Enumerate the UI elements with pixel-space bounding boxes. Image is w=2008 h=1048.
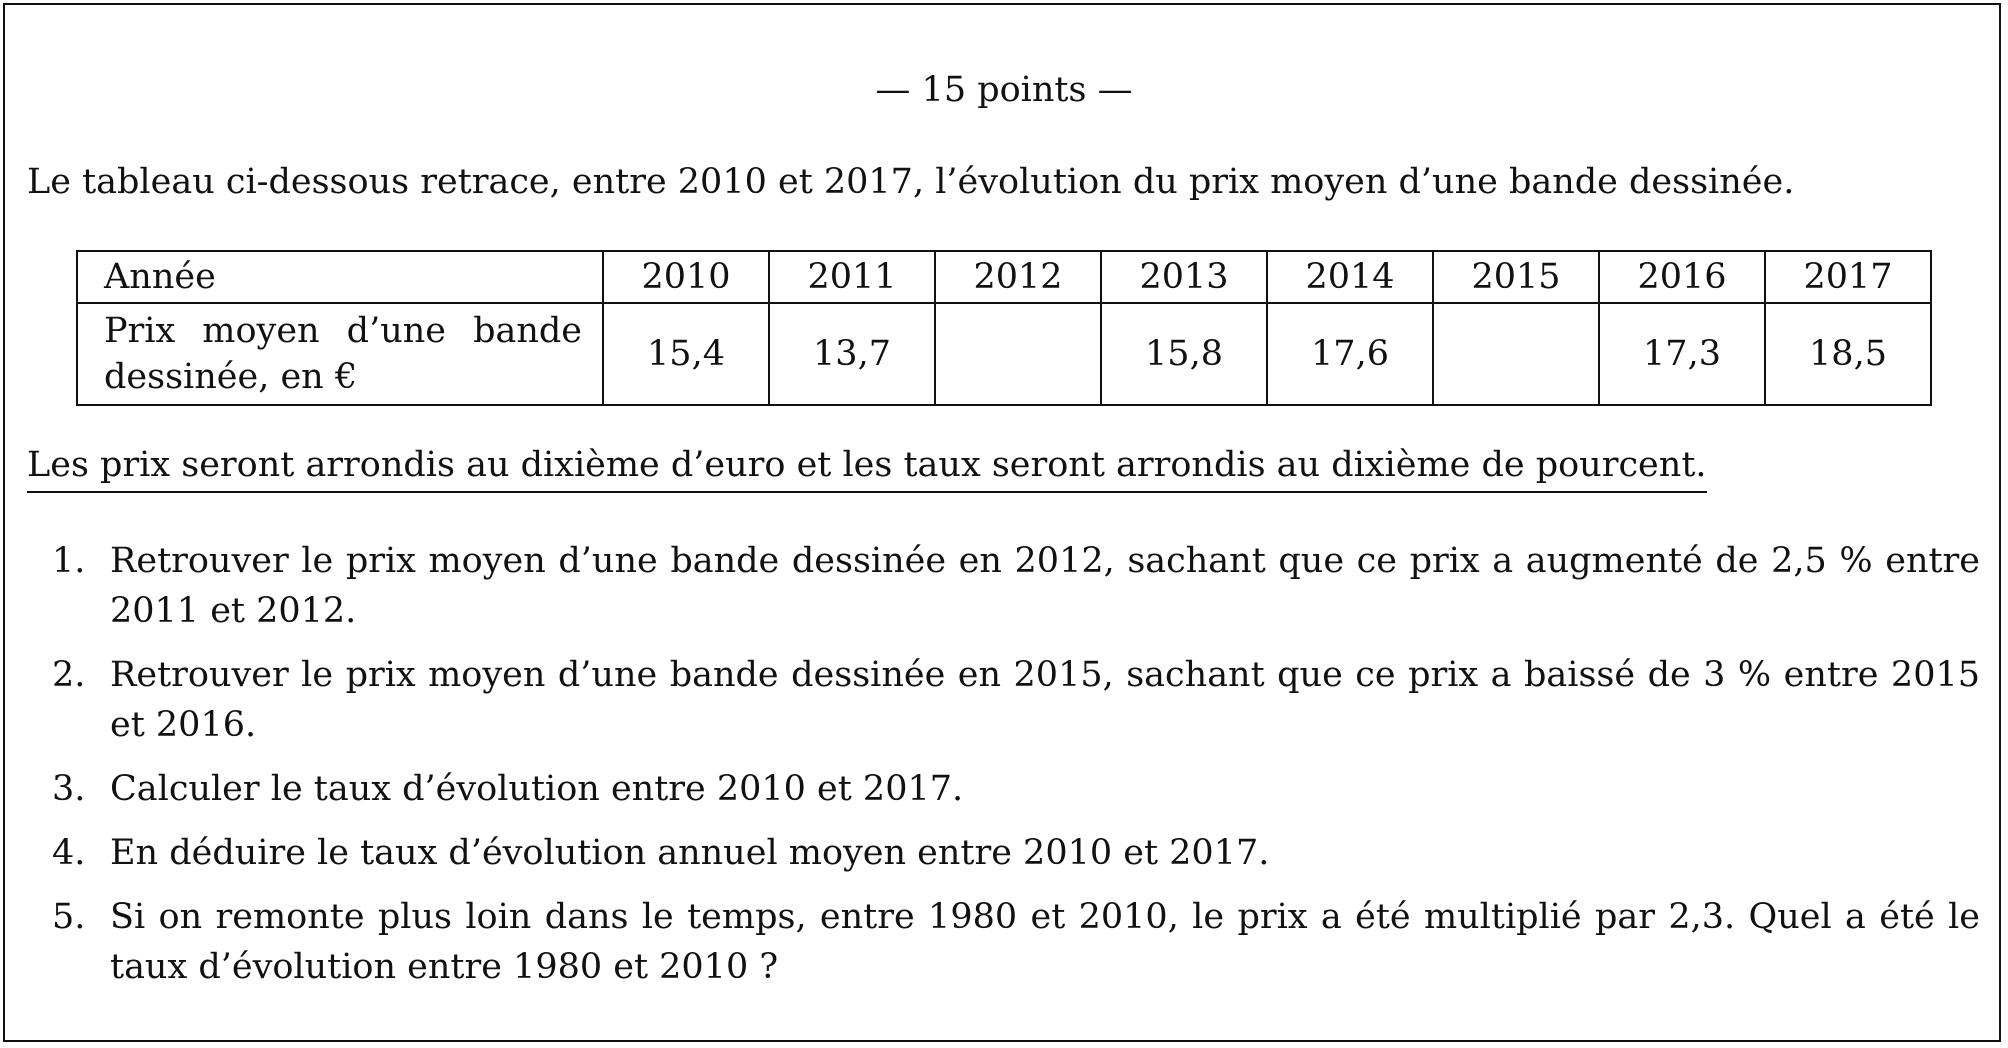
question-text: Retrouver le prix moyen d’une bande dessinée en 2015, sachant que ce prix a baissé de 3 % entre 2015 et 2016.	[110, 655, 1980, 745]
price-table	[76, 250, 1932, 406]
price-cell	[935, 303, 1101, 405]
year-cell: 2014	[1267, 251, 1433, 303]
question-item	[0, 892, 1980, 992]
question-number: 2.	[52, 655, 86, 695]
price-cell: 13,7	[769, 303, 935, 405]
year-cell: 2010	[603, 251, 769, 303]
question-item	[0, 764, 1980, 814]
question-text: Calculer le taux d’évolution entre 2010 et 2017.	[110, 769, 964, 809]
question-number: 3.	[52, 769, 86, 809]
question-number: 4.	[52, 833, 86, 873]
question-list	[0, 536, 1980, 1006]
question-item	[0, 650, 1980, 750]
row-label-year: Année	[77, 251, 603, 303]
price-cell	[1433, 303, 1599, 405]
year-cell: 2017	[1765, 251, 1931, 303]
year-cell: 2016	[1599, 251, 1765, 303]
year-cell: 2015	[1433, 251, 1599, 303]
intro-text: Le tableau ci-dessous retrace, entre 2010 et 2017, l’évolution du prix moyen d’une bande dessinée.	[27, 162, 1795, 202]
year-cell: 2011	[769, 251, 935, 303]
year-cell: 2012	[935, 251, 1101, 303]
question-text: Retrouver le prix moyen d’une bande dessinée en 2012, sachant que ce prix a augmenté de 2,5 % entre 2011 et 2012.	[110, 541, 1980, 631]
row-label-price	[77, 303, 603, 405]
year-cell: 2013	[1101, 251, 1267, 303]
price-cell: 17,3	[1599, 303, 1765, 405]
question-text: Si on remonte plus loin dans le temps, entre 1980 et 2010, le prix a été multiplié par 2,3. Quel a été le taux d’évolution entre 1980 et 2010 ?	[110, 897, 1980, 987]
question-item	[0, 828, 1980, 878]
table-row-prices	[77, 303, 1931, 405]
table-row-years	[77, 251, 1931, 303]
row-label-price-text: Prix moyen d’une bande dessinée, en €	[104, 311, 582, 397]
question-number: 1.	[52, 541, 86, 581]
price-cell: 15,8	[1101, 303, 1267, 405]
price-cell: 18,5	[1765, 303, 1931, 405]
rounding-note: Les prix seront arrondis au dixième d’euro et les taux seront arrondis au dixième de pourcent.	[27, 443, 1707, 493]
price-cell: 17,6	[1267, 303, 1433, 405]
points-header: — 15 points —	[875, 70, 1133, 110]
question-text: En déduire le taux d’évolution annuel moyen entre 2010 et 2017.	[110, 833, 1270, 873]
question-item	[0, 536, 1980, 636]
question-number: 5.	[52, 897, 86, 937]
price-cell: 15,4	[603, 303, 769, 405]
